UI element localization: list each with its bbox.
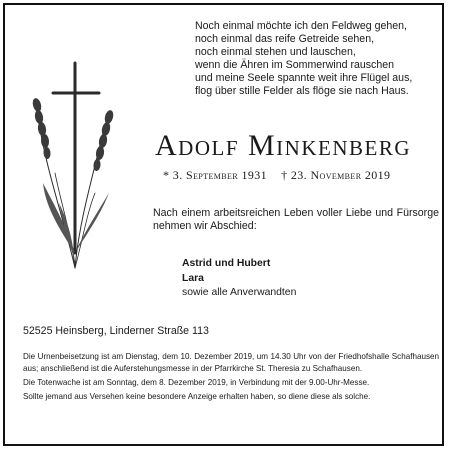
ceremony-info xyxy=(23,351,439,405)
poem-line: flog über stille Felder als flöge sie nach Haus. xyxy=(195,85,409,98)
poem-line: Noch einmal möchte ich den Feldweg gehen, xyxy=(195,20,407,32)
poem-line: noch einmal stehen und lauschen, xyxy=(195,46,356,59)
cross-with-wheat-icon xyxy=(25,53,135,283)
death-date: † 23. November 2019 xyxy=(281,168,391,182)
deceased-name: Adolf Minkenberg xyxy=(155,129,412,162)
farewell-text: Nach einem arbeitsreichen Leben voller Liebe und Fürsorge nehmen wir Abschied: xyxy=(153,207,439,232)
notice-frame xyxy=(3,3,444,446)
mourner-relatives: sowie alle Anverwandten xyxy=(182,287,297,298)
mourner-names: Astrid und Hubert xyxy=(182,258,271,269)
poem-line: noch einmal das reife Getreide sehen, xyxy=(195,33,375,46)
poem xyxy=(195,20,445,99)
mourners xyxy=(182,257,382,301)
life-dates xyxy=(163,168,443,183)
info-paragraph: Sollte jemand aus Versehen keine besondere Anzeige erhalten haben, so diene diese als solche. xyxy=(23,392,371,402)
birth-date: * 3. September 1931 xyxy=(163,168,268,182)
mourner-names: Lara xyxy=(182,272,204,284)
poem-line: wenn die Ähren im Sommerwind rauschen xyxy=(195,59,395,72)
info-paragraph: Die Urnenbeisetzung ist am Dienstag, dem 10. Dezember 2019, um 14.30 Uhr von der Friedhofshalle Schafhausen aus; anschließend ist die Auferstehungsmesse in der Pfarrkirche St. Theresia zu Schafhausen. xyxy=(23,352,439,374)
info-paragraph: Die Totenwache ist am Sonntag, dem 8. Dezember 2019, in Verbindung mit der 9.00-Uhr-Messe. xyxy=(23,378,370,388)
address: 52525 Heinsberg, Linderner Straße 113 xyxy=(23,325,209,337)
poem-line: und meine Seele spannte weit ihre Flügel aus, xyxy=(195,72,413,85)
